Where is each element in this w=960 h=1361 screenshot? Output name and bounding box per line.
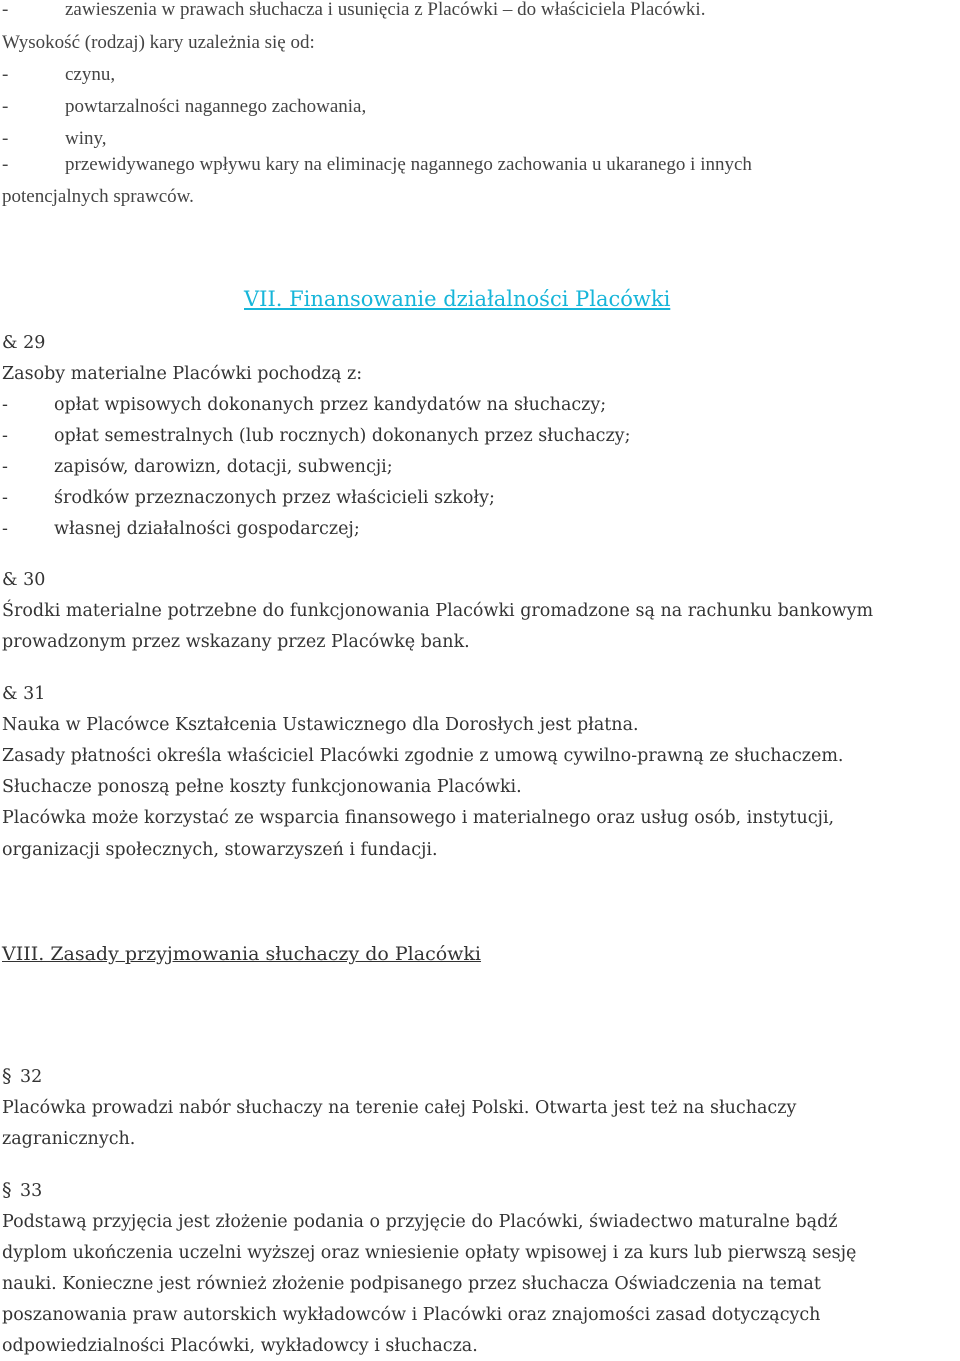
paragraph-number-text: 33 [20, 1181, 43, 1201]
text-line: Nauka w Placówce Kształcenia Ustawicznego dla Dorosłych jest płatna. [2, 715, 639, 735]
text-line: Placówka prowadzi nabór słuchaczy na terenie całej Polski. Otwarta jest też na słuchaczy [2, 1098, 797, 1118]
text-line: odpowiedzialności Placówki, wykładowcy i słuchacza. [2, 1336, 478, 1356]
text-line: Słuchacze ponoszą pełne koszty funkcjonowania Placówki. [2, 777, 522, 797]
paragraph-number [2, 1180, 42, 1201]
list-item-text: własnej działalności gospodarczej; [54, 519, 360, 539]
list-item-text: czynu, [65, 64, 116, 85]
list-item: - czynu, [2, 64, 116, 85]
list-item-text: opłat semestralnych (lub rocznych) dokonanych przez słuchaczy; [54, 426, 631, 446]
list-item-text: środków przeznaczonych przez właścicieli szkoły; [54, 488, 495, 508]
text-line: - zawieszenia w prawach słuchacza i usunięcia z Placówki – do właściciela Placówki. [2, 0, 706, 20]
list-item: - własnej działalności gospodarczej; [2, 519, 360, 539]
paragraph-number-text: 32 [20, 1067, 43, 1087]
text-line: nauki. Konieczne jest również złożenie podpisanego przez słuchacza Oświadczenia na temat [2, 1274, 821, 1294]
list-item-text: przewidywanego wpływu kary na eliminację nagannego zachowania u ukaranego i innych [65, 154, 752, 175]
list-item: - winy, [2, 128, 107, 149]
list-item: - opłat wpisowych dokonanych przez kandydatów na słuchaczy; [2, 395, 607, 415]
text-line: organizacji społecznych, stowarzyszeń i fundacji. [2, 840, 438, 860]
list-item: - zapisów, darowizn, dotacji, subwencji; [2, 457, 393, 477]
text-line: Placówka może korzystać ze wsparcia finansowego i materialnego oraz usług osób, instytucji, [2, 808, 835, 828]
list-item: - środków przeznaczonych przez właścicieli szkoły; [2, 488, 495, 508]
text-line: potencjalnych sprawców. [2, 186, 194, 207]
paragraph-number: & 30 [2, 570, 46, 590]
list-item: - powtarzalności nagannego zachowania, [2, 96, 367, 117]
paragraph-number [2, 1066, 42, 1087]
paragraph-number: & 31 [2, 684, 46, 704]
list-item-text: powtarzalności nagannego zachowania, [65, 96, 367, 117]
paragraph-number: & 29 [2, 333, 46, 353]
list-item-text: zapisów, darowizn, dotacji, subwencji; [54, 457, 393, 477]
text-line: poszanowania praw autorskich wykładowców i Placówki oraz znajomości zasad dotyczących [2, 1305, 821, 1325]
list-item: - opłat semestralnych (lub rocznych) dokonanych przez słuchaczy; [2, 426, 631, 446]
text-line: Zasoby materialne Placówki pochodzą z: [2, 364, 363, 384]
text-line: Wysokość (rodzaj) kary uzależnia się od: [2, 32, 315, 53]
section-mark-icon [2, 1066, 20, 1087]
top-line1: zawieszenia w prawach słuchacza i usunięcia z Placówki – do właściciela Placówki. [65, 0, 706, 20]
text-line: prowadzonym przez wskazany przez Placówkę bank. [2, 632, 470, 652]
section-heading-vii: VII. Finansowanie działalności Placówki [244, 287, 671, 311]
text-line: Środki materialne potrzebne do funkcjonowania Placówki gromadzone są na rachunku bankowym [2, 601, 874, 621]
list-item: - przewidywanego wpływu kary na eliminację nagannego zachowania u ukaranego i innych [2, 154, 752, 175]
section-mark-icon [2, 1180, 20, 1201]
section-heading-viii: VIII. Zasady przyjmowania słuchaczy do Placówki [2, 943, 482, 965]
list-item-text: opłat wpisowych dokonanych przez kandydatów na słuchaczy; [54, 395, 607, 415]
text-line: dyplom ukończenia uczelni wyższej oraz wniesienie opłaty wpisowej i za kurs lub pierwszą sesję [2, 1243, 857, 1263]
text-line: zagranicznych. [2, 1129, 136, 1149]
text-line: Zasady płatności określa właściciel Placówki zgodnie z umową cywilno-prawną ze słuchaczem. [2, 746, 844, 766]
list-item-text: winy, [65, 128, 107, 149]
text-line: Podstawą przyjęcia jest złożenie podania o przyjęcie do Placówki, świadectwo maturalne bądź [2, 1212, 838, 1232]
